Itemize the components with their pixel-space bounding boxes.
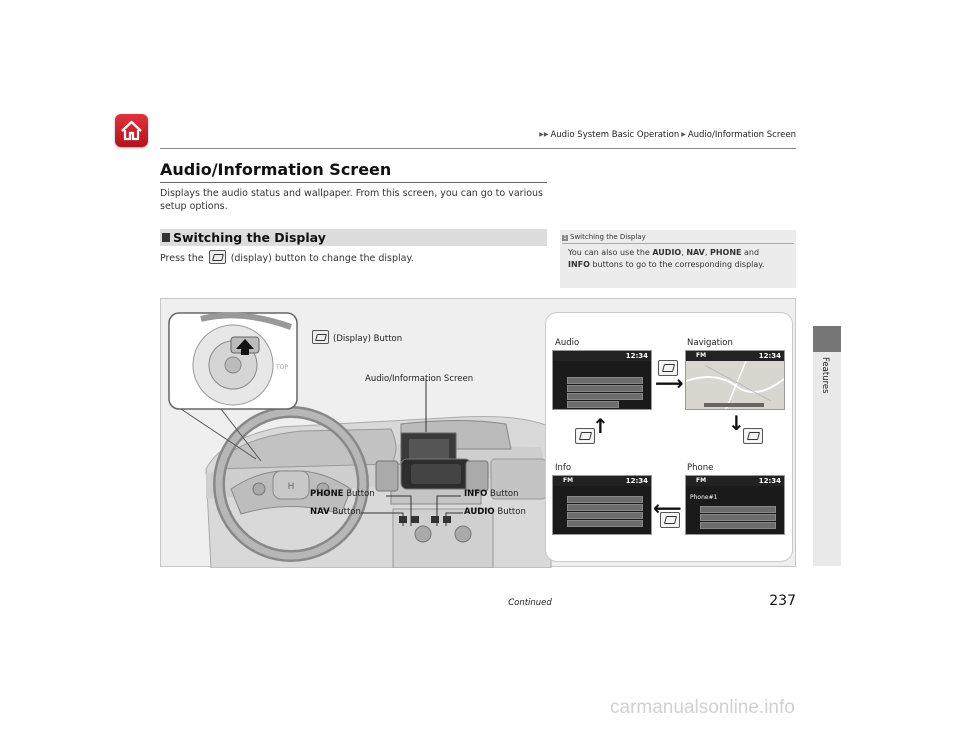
continued-label: Continued (508, 598, 552, 608)
breadcrumb (530, 130, 796, 140)
navigation-screen: FM 12:34 (685, 350, 785, 410)
arrow-right-icon: ⟶ (655, 371, 684, 395)
breadcrumb-arrow-icon: ▶▶ (539, 131, 549, 138)
side-tab-marker (813, 326, 841, 352)
breadcrumb-item-audio-system[interactable]: Audio System Basic Operation (550, 130, 680, 140)
breadcrumb-item-audio-info-screen[interactable]: Audio/Information Screen (687, 130, 796, 140)
note-divider (562, 243, 794, 244)
wheel-top-mark: TOP (276, 364, 289, 371)
note-body: You can also use the AUDIO, NAV, PHONE and INFO buttons to go to the corresponding display. (568, 248, 765, 269)
section-heading (160, 229, 547, 246)
display-button-label: (Display) Button (310, 330, 402, 344)
note-heading: 1 Switching the Display (563, 233, 646, 241)
audio-screen: 12:34 (552, 350, 652, 410)
info-button-label: INFO Button (464, 489, 519, 499)
breadcrumb-arrow-icon: ▶ (681, 131, 686, 138)
nav-button-label: NAV Button (310, 507, 361, 517)
home-icon (120, 119, 143, 142)
arrow-down-icon: ↓ (728, 411, 745, 435)
svg-text:H: H (287, 482, 295, 492)
display-cycle-panel (545, 312, 793, 562)
section-title: Switching the Display (173, 230, 326, 245)
screen-label: Audio/Information Screen (365, 374, 474, 384)
phone-screen-label: Phone (687, 463, 714, 473)
navigation-screen-label: Navigation (687, 338, 733, 348)
instruction-text: Press the (display) button to change the display. (160, 250, 414, 264)
info-screen-label: Info (555, 463, 572, 473)
display-button-icon (312, 330, 329, 344)
page-number: 237 (769, 593, 796, 609)
note-number-icon: 1 (563, 235, 567, 241)
display-button-icon (209, 250, 226, 264)
page-title: Audio/Information Screen (160, 160, 392, 179)
info-screen: FM 12:34 (552, 475, 652, 535)
display-button-icon (743, 428, 763, 444)
watermark: carmanualsonline.info (610, 697, 795, 718)
side-tab-label[interactable]: Features (820, 357, 830, 394)
phone-button-label: PHONE Button (310, 489, 375, 499)
breadcrumb-divider (160, 148, 796, 149)
audio-button-label: AUDIO Button (464, 507, 526, 517)
title-divider (160, 182, 547, 183)
arrow-left-icon: ⟵ (653, 496, 682, 520)
arrow-up-icon: ↑ (592, 414, 609, 438)
intro-text: Displays the audio status and wallpaper. From this screen, you can go to various setup options. (160, 188, 543, 212)
audio-screen-label: Audio (555, 338, 580, 348)
home-button[interactable] (115, 114, 148, 147)
section-bullet-icon (162, 233, 170, 242)
phone-screen: FM 12:34 Phone#1 (685, 475, 785, 535)
